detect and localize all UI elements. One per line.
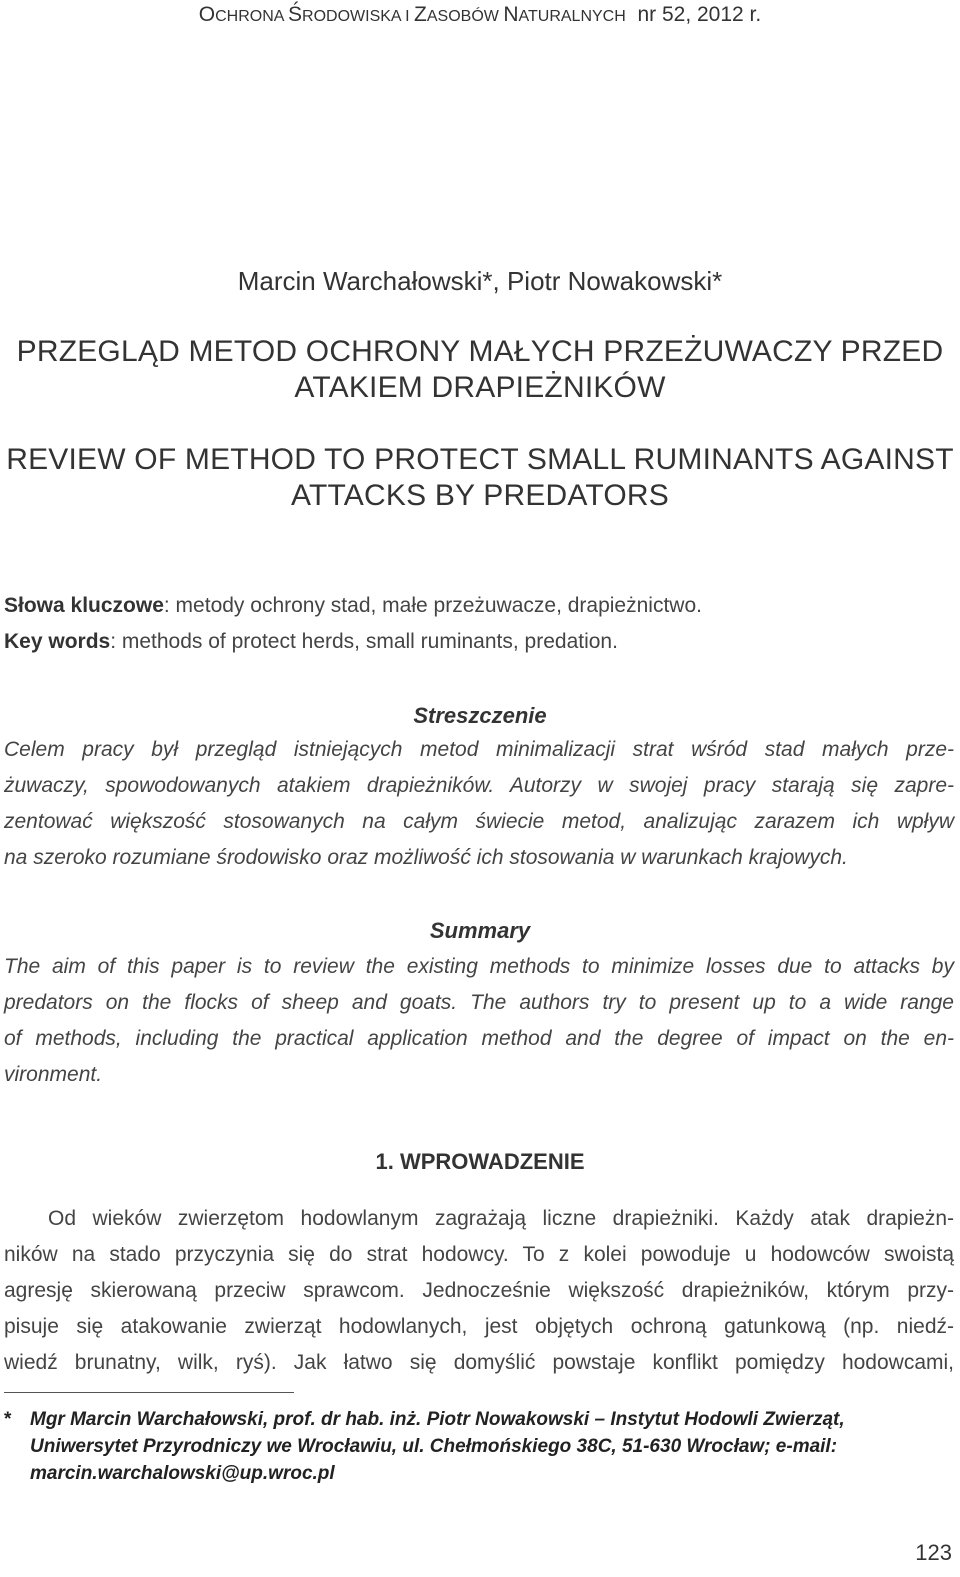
introduction-line: agresję skierowaną przeciw sprawcom. Jednocześnie większość drapieżników, którym przy- [4,1279,954,1302]
author-affiliation-footnote [4,1406,954,1487]
journal-header [0,3,960,27]
footnote-marker: * [4,1409,12,1430]
title-english-line-2: ATTACKS BY PREDATORS [291,479,669,512]
keywords-english-label: Key words [4,630,111,653]
title-polish [0,334,960,406]
footnote-line: Mgr Marcin Warchałowski, prof. dr hab. inż. Piotr Nowakowski – Instytut Hodowli Zwierząt, [30,1409,845,1430]
abstract-polish-line: żuwaczy, spowodowanych atakiem drapieżników. Autorzy w swojej pracy starają się zapre- [4,774,954,797]
authors-line: Marcin Warchałowski*, Piotr Nowakowski* [237,266,723,296]
abstract-polish-body [4,732,954,876]
keywords-polish-label: Słowa kluczowe [4,594,164,617]
title-polish-line-1: PRZEGLĄD METOD OCHRONY MAŁYCH PRZEŻUWACZY PRZED [16,335,944,368]
keywords-polish-text: : metody ochrony stad, małe przeżuwacze, drapieżnictwo. [163,594,702,617]
journal-word-1: OCHRONA [198,3,289,26]
abstract-english-line: The aim of this paper is to review the existing methods to minimize losses due to attacks by [4,955,954,978]
abstract-english-heading: Summary [429,918,531,943]
journal-word-2: ŚRODOWISKA I [288,3,415,26]
keywords-polish [4,594,702,618]
introduction-line: wiedź brunatny, wilk, ryś). Jak łatwo się domyślić powstaje konflikt pomiędzy hodowcami, [4,1351,954,1374]
abstract-polish-line: Celem pracy był przegląd istniejących metod minimalizacji strat wśród stad małych prze- [4,738,954,761]
introduction-body [4,1201,954,1381]
abstract-polish-line: na szeroko rozumiane środowisko oraz możliwość ich stosowania w warunkach krajowych. [4,846,848,869]
journal-word-3: ZASOBÓW [414,3,504,26]
footnote-separator [4,1392,294,1393]
keywords-english-text: : methods of protect herds, small ruminants, predation. [110,630,618,653]
abstract-english-body [4,949,954,1093]
title-english [0,442,960,514]
title-english-line-1: REVIEW OF METHOD TO PROTECT SMALL RUMINANTS AGAINST [6,443,954,476]
abstract-polish-heading: Streszczenie [413,703,547,728]
section-heading-introduction: 1. WPROWADZENIE [375,1149,585,1174]
title-polish-line-2: ATAKIEM DRAPIEŻNIKÓW [294,371,666,404]
footnote-email: marcin.warchalowski@up.wroc.pl [30,1463,335,1484]
journal-issue: nr 52, 2012 r. [637,3,762,26]
introduction-line: pisuje się atakowanie zwierząt hodowlanych, jest objętych ochroną gatunkową (np. niedź- [4,1315,954,1338]
keywords-english [4,630,618,654]
abstract-english-line: of methods, including the practical application method and the degree of impact on the en- [4,1027,954,1050]
journal-word-4: NATURALNYCH [503,3,626,26]
footnote-line: Uniwersytet Przyrodniczy we Wrocławiu, ul. Chełmońskiego 38C, 51-630 Wrocław; e-mail: [30,1436,838,1457]
introduction-line: Od wieków zwierzętom hodowlanym zagrażają liczne drapieżniki. Każdy atak drapieżn- [48,1207,954,1230]
introduction-line: ników na stado przyczynia się do strat hodowcy. To z kolei powoduje u hodowców swoistą [4,1243,954,1266]
page-number: 123 [915,1540,952,1565]
abstract-polish-line: zentować większość stosowanych na całym świecie metod, analizując zarazem ich wpływ [4,810,954,833]
abstract-english-line: predators on the flocks of sheep and goats. The authors try to present up to a wide range [4,991,954,1014]
abstract-english-line: vironment. [4,1063,103,1086]
